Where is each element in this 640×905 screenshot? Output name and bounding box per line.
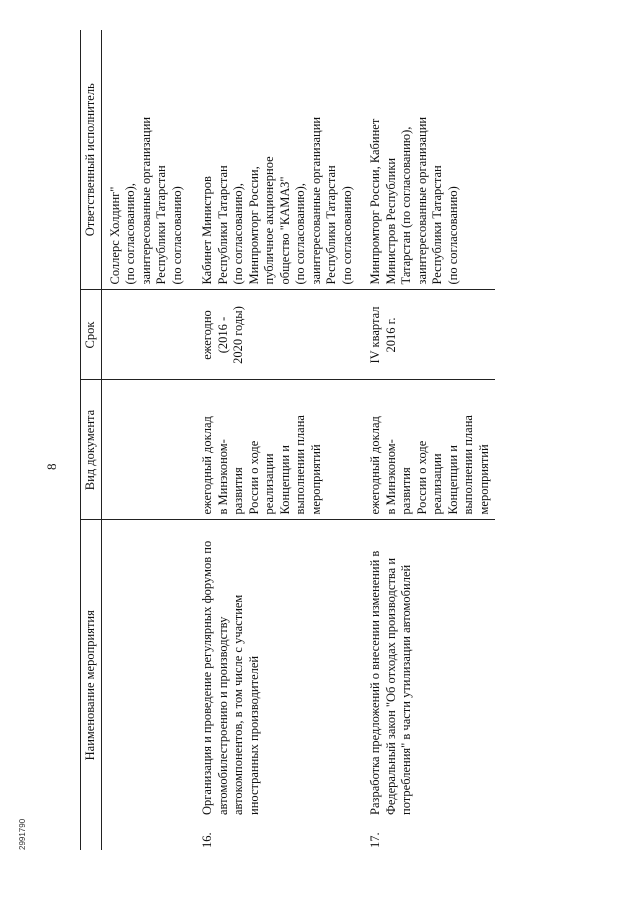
header-term: Срок (81, 290, 102, 380)
page-number: 8 (44, 463, 59, 470)
table-row-continuation (101, 30, 197, 850)
cell-num: 16. (200, 832, 214, 848)
cell-term: IV квартал 2016 г. (358, 290, 495, 380)
cell-exec: Соллерс Холдинг" (по согласованию), заинтересованные организации Республики Татарстан (по согласованию) (101, 30, 197, 290)
cell-num: 17. (368, 832, 382, 848)
cell-doc: ежегодный доклад в Минэконом- развития России о ходе реализации Концепции и выполнении плана мероприятий (358, 380, 495, 520)
document-id: 2991790 (18, 818, 27, 850)
table-header-row (81, 30, 102, 850)
cell-doc: ежегодный доклад в Минэконом- развития России о ходе реализации Концепции и выполнении плана мероприятий (197, 380, 358, 520)
header-exec: Ответственный исполнитель (81, 30, 102, 290)
cell-exec: Минпромторг России, Кабинет Министров Республики Татарстан (по согласованию), заинтересованные организации Республики Татарстан (по согласованию) (358, 30, 495, 290)
cell-name: Разработка предложений о внесении изменений в Федеральный закон "Об отходах производства и потребления" в части утилизации автомобилей (368, 550, 413, 815)
table-row (358, 30, 495, 850)
header-doc: Вид документа (81, 380, 102, 520)
table-row (197, 30, 358, 850)
rotated-sheet (44, 30, 560, 850)
measures-table (80, 30, 495, 850)
cell-exec: Кабинет Министров Республики Татарстан (по согласованию), Минпромторг России, публичное акционерное общество "КАМАЗ" (по согласованию), заинтересованные организации Республики Татарстан (по согласованию) (197, 30, 358, 290)
cell-name: Организация и проведение регулярных форумов по автомобилестроению и производству автокомпонентов, в том числе с участием иностранных производителей (200, 540, 261, 815)
cell-term: ежегодно (2016 - 2020 годы) (197, 290, 358, 380)
header-name: Наименование мероприятия (81, 520, 102, 850)
